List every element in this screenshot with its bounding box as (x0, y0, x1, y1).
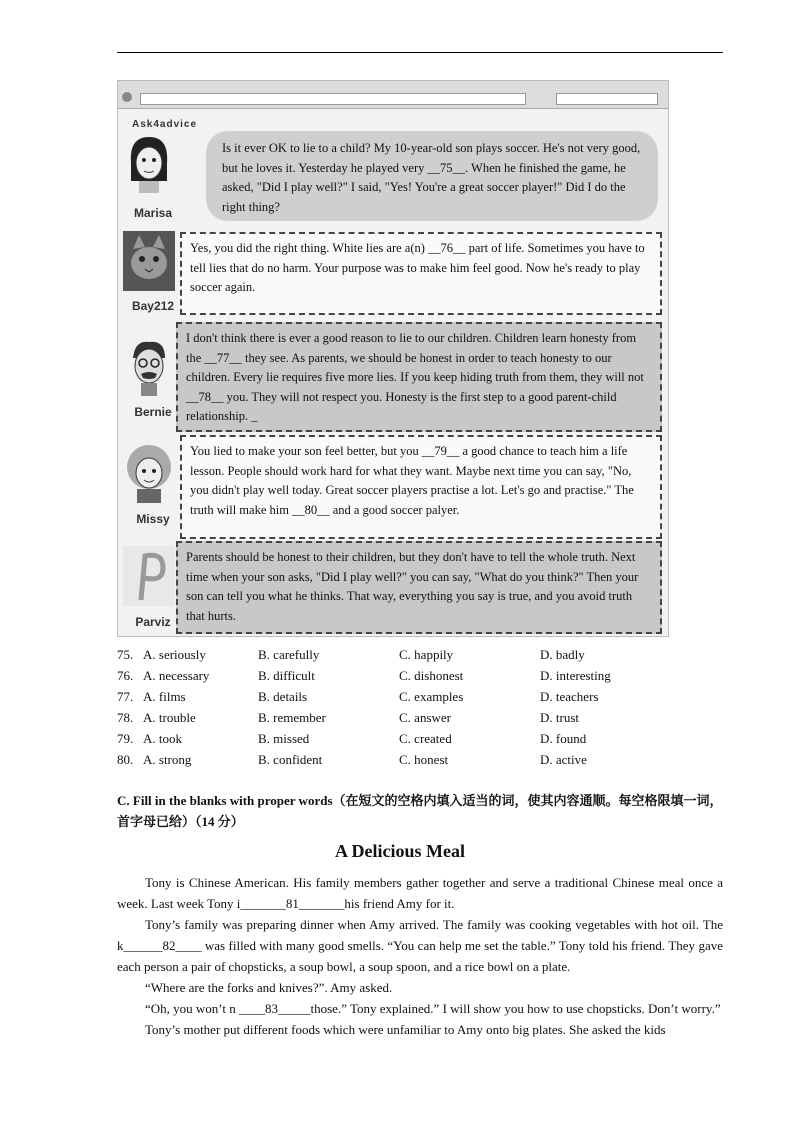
question-number: 77. (117, 689, 134, 704)
option-c: C. examples (399, 689, 464, 704)
option-d: D. trust (540, 710, 579, 725)
option-a: A. trouble (143, 710, 196, 725)
section-heading: C. Fill in the blanks with proper words（在短文的空格内填入适当的词，使其内容通顺。每空格限填一词，首字母已给）（14 分） (117, 793, 723, 829)
option-d: D. active (540, 752, 587, 767)
avatar-label: Bernie (134, 405, 172, 419)
option-row (117, 686, 737, 707)
option-d: D. interesting (540, 668, 611, 683)
forum-screenshot (117, 80, 669, 637)
option-c: C. honest (399, 752, 449, 767)
post-bay212: Yes, you did the right thing. White lies are a(n) __76__ part of life. Sometimes you have to tell lies that do no harm. Your purpose was to make him feel good. Now he's ready to play soccer again. (180, 232, 662, 315)
question-number: 78. (117, 710, 134, 725)
option-c: C. dishonest (399, 668, 464, 683)
post-parviz: Parents should be honest to their children, but they don't have to tell the whole truth. Next time when your son asks, "Did I play well?" you can say, "What do you think?" Then your son can tell you what he thinks. That way, everything you say is true, and you avoid truth that hurts. (176, 541, 662, 634)
option-b: B. carefully (258, 647, 320, 662)
post-marisa: Is it ever OK to lie to a child? My 10-year-old son plays soccer. He's not very good, but he loves it. Yesterday he played very __75__. When he finished the game, he asked, "Did I play well?" I said, "Yes! You're a great soccer player!" Did I do the right thing? (206, 131, 658, 221)
option-row (117, 665, 737, 686)
browser-toolbar (118, 81, 668, 109)
option-c: C. answer (399, 710, 451, 725)
question-number: 80. (117, 752, 134, 767)
paragraph: “Where are the forks and knives?”. Amy asked. (145, 980, 393, 995)
question-number: 76. (117, 668, 134, 683)
options-list (117, 644, 737, 770)
option-d: D. teachers (540, 689, 599, 704)
option-c: C. happily (399, 647, 454, 662)
option-c: C. created (399, 731, 452, 746)
paragraph: Tony is Chinese American. His family members gather together and serve a traditional Chinese meal once a week. Last week Tony i_______81_______his friend Amy for it. (117, 875, 723, 911)
option-row (117, 707, 737, 728)
option-a: A. films (143, 689, 186, 704)
paragraph: Tony’s mother put different foods which were unfamiliar to Amy onto big plates. She asked the kids (145, 1022, 666, 1037)
post-bernie: I don't think there is ever a good reason to lie to our children. Children learn honesty from the __77__ they see. As parents, we should be honest in order to teach honesty to our children. Every lie requires five more lies. If you keep hiding truth from them, they will not __78__ you. They will not respect you. Honesty is the first step to a good parent-child relationship. _ (176, 322, 662, 432)
option-d: D. badly (540, 647, 585, 662)
option-b: B. difficult (258, 668, 315, 683)
missy-avatar-icon (123, 443, 175, 503)
header-rule (117, 52, 723, 53)
option-row (117, 749, 737, 770)
paragraph: Tony’s family was preparing dinner when Amy arrived. The family was cooking vegetables with hot oil. The k______82____ was filled with many good smells. “You can help me set the table.” Tony told his friend. They gave each person a pair of chopsticks, a soup bowl, a soup spoon, and a rice bowl on a plate. (117, 917, 723, 974)
option-a: A. took (143, 731, 182, 746)
question-number: 79. (117, 731, 134, 746)
option-b: B. confident (258, 752, 323, 767)
site-name: Ask4advice (132, 119, 198, 130)
search-box (556, 93, 658, 105)
back-icon (122, 92, 132, 102)
post-missy: You lied to make your son feel better, but you __79__ a good chance to teach him a life lesson. People should work hard for what they want. Maybe next time you can say, "No, you didn't play well today. Great soccer players practise a lot. Let's go and practise." The truth will make him __80__ and a good soccer palyer. (180, 435, 662, 539)
question-number: 75. (117, 647, 134, 662)
option-b: B. details (258, 689, 308, 704)
option-row (117, 644, 737, 665)
cat-avatar-icon (123, 231, 175, 291)
story-title: A Delicious Meal (335, 841, 465, 861)
marisa-avatar-icon (123, 133, 175, 193)
option-b: B. missed (258, 731, 310, 746)
option-row (117, 728, 737, 749)
bernie-avatar-icon (123, 336, 175, 396)
option-b: B. remember (258, 710, 326, 725)
address-bar (140, 93, 526, 105)
avatar-label: Bay212 (131, 299, 175, 313)
avatar-label: Marisa (133, 206, 173, 220)
paragraph: “Oh, you won’t n ____83_____those.” Tony explained.” I will show you how to use chopsticks. Don’t worry.” (145, 1001, 721, 1016)
avatar-label: Missy (136, 512, 170, 526)
story-body (117, 872, 723, 1040)
option-a: A. seriously (143, 647, 206, 662)
avatar-label: Parviz (135, 615, 171, 629)
option-a: A. strong (143, 752, 192, 767)
option-a: A. necessary (143, 668, 210, 683)
parviz-avatar-icon (123, 546, 175, 606)
option-d: D. found (540, 731, 587, 746)
